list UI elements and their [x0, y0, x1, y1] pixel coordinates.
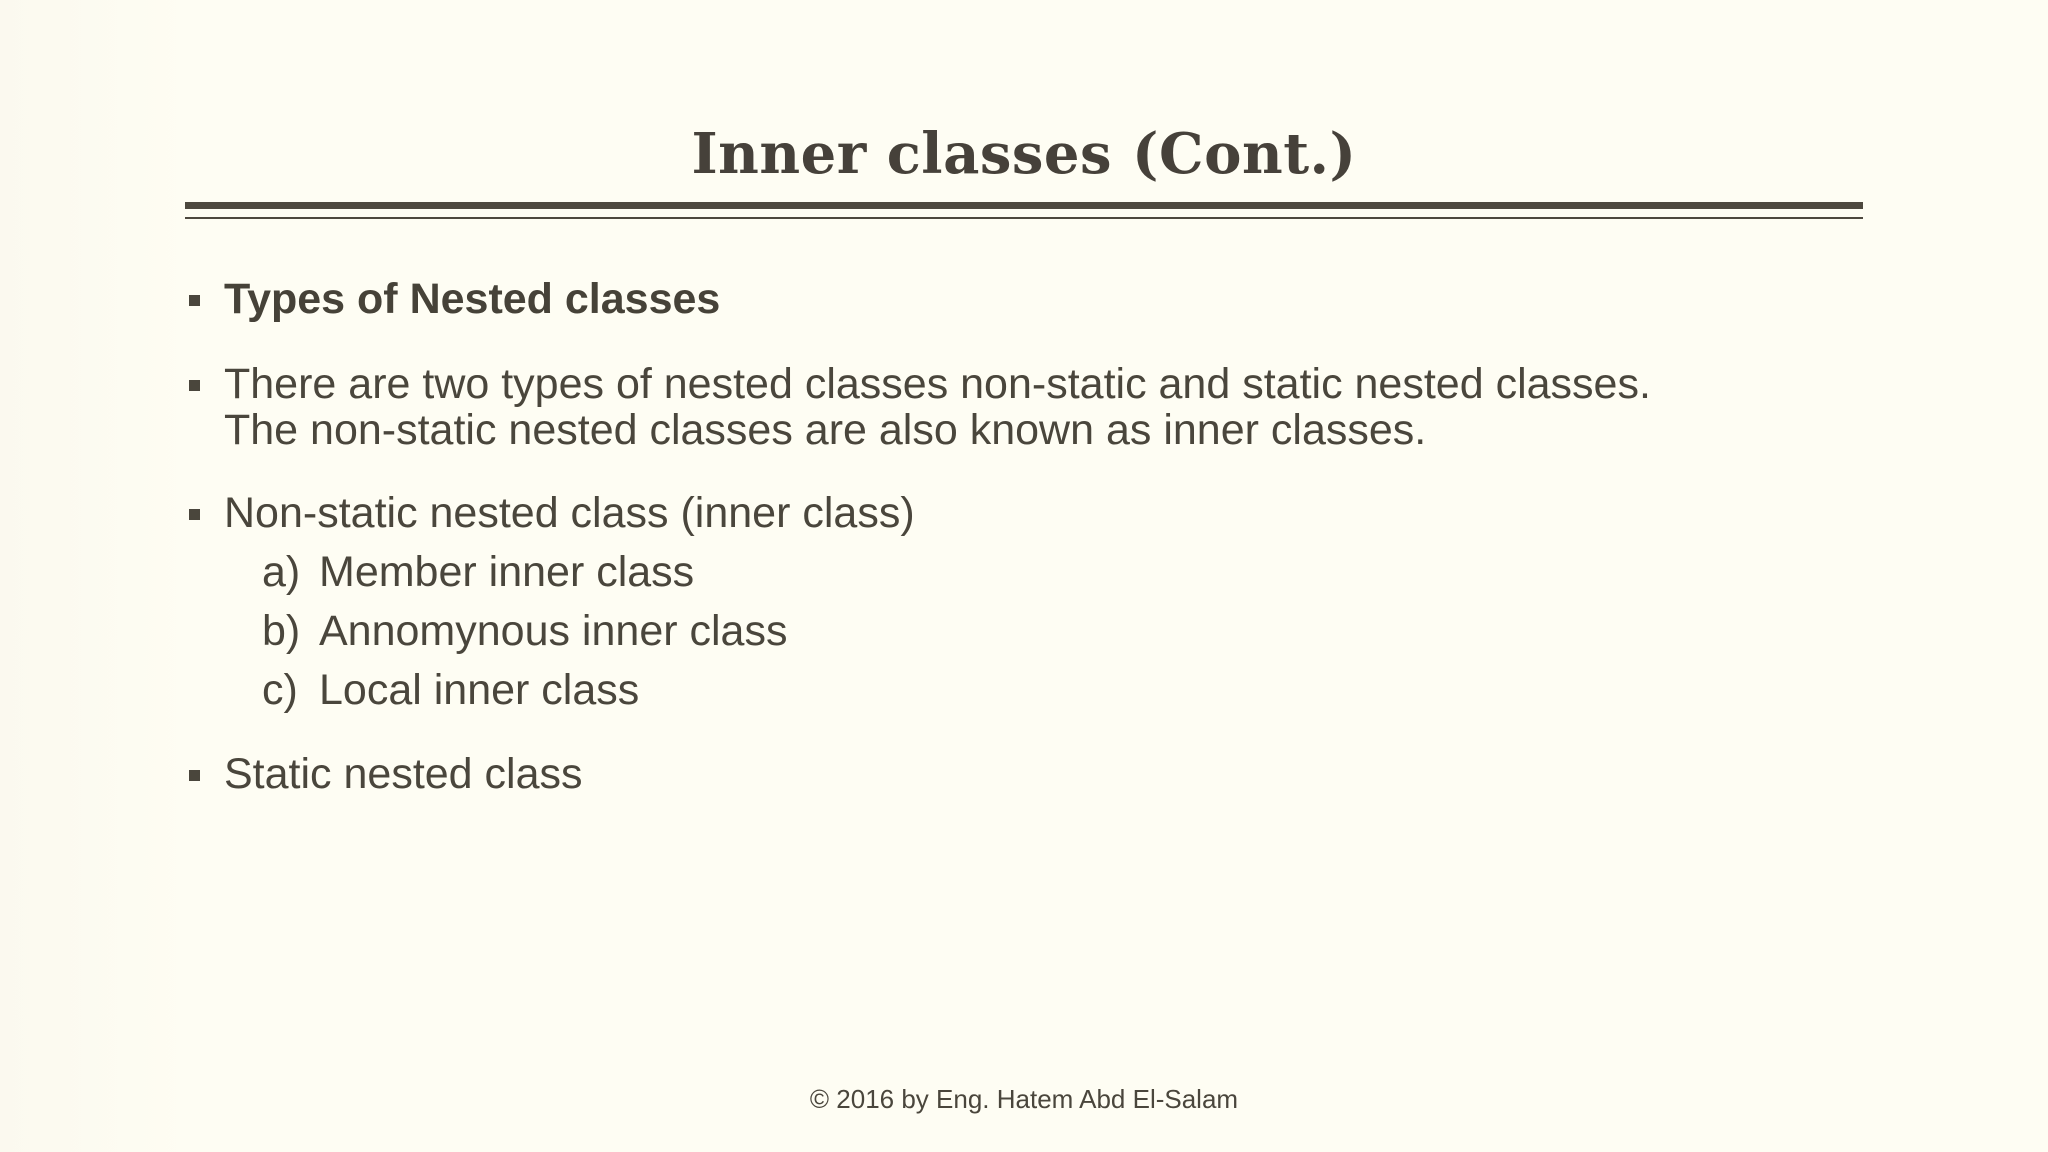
- sub-list-text: Member inner class: [319, 548, 695, 596]
- sub-list-marker: b): [262, 607, 301, 655]
- sub-list-text: Local inner class: [319, 666, 640, 714]
- sub-list-marker: a): [262, 548, 301, 596]
- bullet-text: Static nested class: [224, 750, 583, 798]
- square-bullet-icon: [189, 770, 200, 781]
- bullet-heading: Types of Nested classes: [224, 275, 721, 323]
- sub-list-item: [262, 549, 694, 595]
- square-bullet-icon: [189, 295, 200, 306]
- square-bullet-icon: [189, 380, 200, 391]
- sub-list-marker: c): [262, 666, 298, 714]
- bullet-text-line-1: There are two types of nested classes non-static and static nested classes.: [224, 360, 1651, 408]
- square-bullet-icon: [189, 509, 200, 520]
- copyright-footer: © 2016 by Eng. Hatem Abd El-Salam: [809, 1084, 1239, 1114]
- title-divider-thin: [185, 217, 1863, 219]
- bullet-text: Non-static nested class (inner class): [224, 489, 915, 537]
- sub-list-item: [262, 667, 639, 713]
- sub-list-item: [262, 608, 787, 654]
- sub-list-text: Annomynous inner class: [319, 607, 788, 655]
- bullet-text-line-2: The non-static nested classes are also known as inner classes.: [224, 406, 1427, 454]
- title-divider-thick: [185, 202, 1863, 209]
- slide-title: Inner classes (Cont.): [691, 121, 1357, 187]
